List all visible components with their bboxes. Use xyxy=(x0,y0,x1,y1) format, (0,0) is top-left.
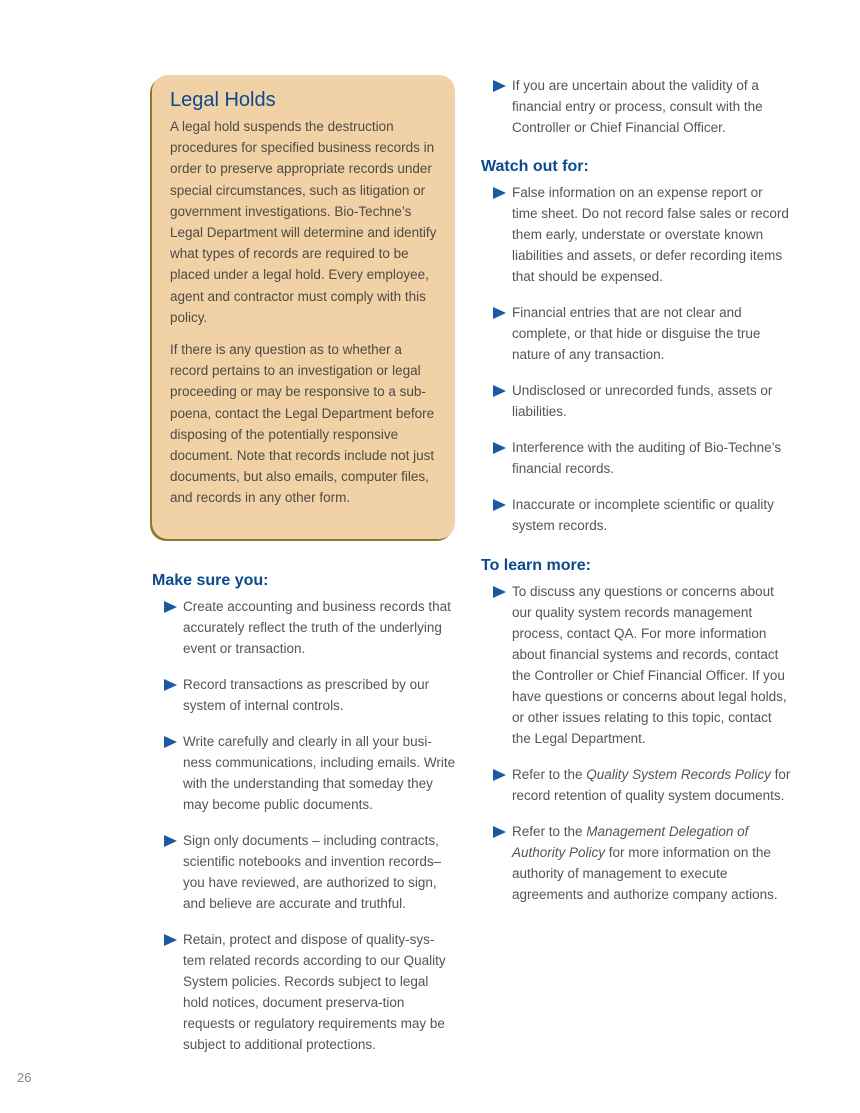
bullet-arrow-icon xyxy=(164,679,177,691)
top-right-list xyxy=(481,75,791,138)
list-item: Undisclosed or unrecorded funds, assets or liabilities. xyxy=(481,380,791,422)
callout-paragraph: If there is any question as to whether a record pertains to an investigation or legal proceeding or may be responsive to a sub-poena, contact the Legal Department before disposing of the potentially responsive document. Note that records include not just documents, but also emails, computer files, and records in any other form. xyxy=(170,342,435,506)
policy-reference: Quality System Records Policy xyxy=(586,767,771,782)
bullet-arrow-icon xyxy=(493,442,506,454)
learn-more-heading: To learn more: xyxy=(481,557,591,574)
list-item: Create accounting and business records that accurately reflect the truth of the underlying event or transaction. xyxy=(152,596,456,659)
list-item: If you are uncertain about the validity of a financial entry or process, consult with the Controller or Chief Financial Officer. xyxy=(481,75,791,138)
list-item: Sign only documents – including contracts, scientific notebooks and invention records– you have reviewed, are authorized to sign, and believe are accurate and truthful. xyxy=(152,830,456,914)
bullet-arrow-icon xyxy=(164,601,177,613)
legal-holds-callout xyxy=(152,75,455,539)
policy-reference: Management Delegation of Authority Policy xyxy=(512,824,749,860)
right-column xyxy=(481,75,791,920)
watch-out-list xyxy=(481,182,791,536)
watch-out-heading: Watch out for: xyxy=(481,158,589,175)
list-item: Write carefully and clearly in all your busi-ness communications, including emails. Write with the understanding that someday they may become public documents. xyxy=(152,731,456,815)
list-item: Inaccurate or incomplete scientific or quality system records. xyxy=(481,494,791,536)
learn-more-list xyxy=(481,581,791,905)
bullet-arrow-icon xyxy=(164,934,177,946)
bullet-arrow-icon xyxy=(164,835,177,847)
make-sure-heading: Make sure you: xyxy=(152,572,269,589)
bullet-arrow-icon xyxy=(493,187,506,199)
list-item: Refer to the Quality System Records Policy for record retention of quality system documents. xyxy=(481,764,791,806)
callout-title: Legal Holds xyxy=(170,89,276,111)
list-item: Retain, protect and dispose of quality-sys-tem related records according to our Quality System policies. Records subject to legal hold notices, document preserva-tion requests or regulatory requirements may be subject to additional protections. xyxy=(152,929,456,1055)
callout-paragraph: A legal hold suspends the destruction procedures for specified business records in order to preserve appropriate records under special circumstances, such as litigation or government investigations. Bio-Techne’s Legal Department will determine and identify what types of records are required to be placed under a legal hold. Every employee, agent and contractor must comply with this policy. xyxy=(170,119,437,325)
make-sure-list xyxy=(152,596,456,1055)
list-item: False information on an expense report or time sheet. Do not record false sales or record them early, understate or overstate known liabilities and assets, or defer recording items that should be expensed. xyxy=(481,182,791,287)
list-item: Record transactions as prescribed by our system of internal controls. xyxy=(152,674,456,716)
page-number: 26 xyxy=(17,1070,32,1085)
bullet-arrow-icon xyxy=(493,826,506,838)
bullet-arrow-icon xyxy=(493,307,506,319)
left-column xyxy=(152,75,456,1070)
list-item: Interference with the auditing of Bio-Techne’s financial records. xyxy=(481,437,791,479)
bullet-arrow-icon xyxy=(493,586,506,598)
bullet-arrow-icon xyxy=(164,736,177,748)
bullet-arrow-icon xyxy=(493,769,506,781)
bullet-arrow-icon xyxy=(493,80,506,92)
list-item: Refer to the Management Delegation of Authority Policy for more information on the authority of management to execute agreements and authorize company actions. xyxy=(481,821,791,905)
bullet-arrow-icon xyxy=(493,385,506,397)
bullet-arrow-icon xyxy=(493,499,506,511)
list-item: To discuss any questions or concerns about our quality system records management process, contact QA. For more information about financial systems and records, contact the Controller or Chief Financial Officer. If you have questions or concerns about legal holds, or other issues relating to this topic, contact the Legal Department. xyxy=(481,581,791,749)
list-item: Financial entries that are not clear and complete, or that hide or disguise the true nature of any transaction. xyxy=(481,302,791,365)
